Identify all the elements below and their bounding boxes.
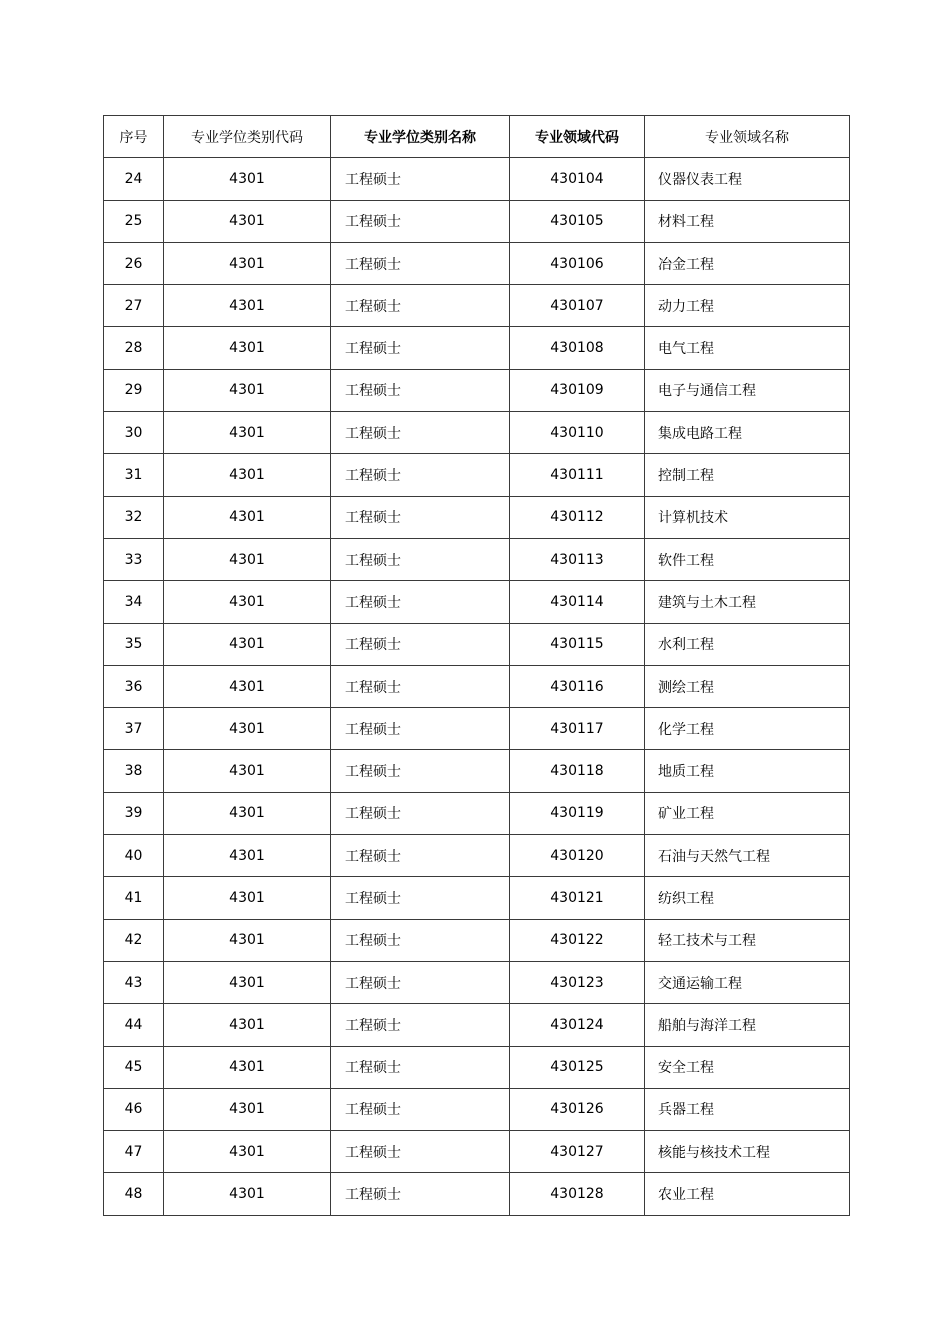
field-name-cell: 农业工程 xyxy=(645,1173,850,1215)
field-code-cell: 430106 xyxy=(510,242,645,284)
field-code-cell: 430114 xyxy=(510,581,645,623)
degree-category-name-cell: 工程硕士 xyxy=(331,454,510,496)
degree-category-name-cell: 工程硕士 xyxy=(331,1131,510,1173)
serial-number-cell: 24 xyxy=(104,158,164,200)
degree-category-code-cell: 4301 xyxy=(164,792,331,834)
field-name-cell: 矿业工程 xyxy=(645,792,850,834)
field-code-cell: 430117 xyxy=(510,708,645,750)
field-name-cell: 电气工程 xyxy=(645,327,850,369)
degree-category-name-cell: 工程硕士 xyxy=(331,1004,510,1046)
serial-number-cell: 37 xyxy=(104,708,164,750)
field-name-cell: 仪器仪表工程 xyxy=(645,158,850,200)
degree-category-name-cell: 工程硕士 xyxy=(331,496,510,538)
degree-category-code-cell: 4301 xyxy=(164,200,331,242)
degree-category-name-cell: 工程硕士 xyxy=(331,919,510,961)
degree-category-code-cell: 4301 xyxy=(164,835,331,877)
table-row xyxy=(104,961,850,1003)
serial-number-cell: 42 xyxy=(104,919,164,961)
degree-category-name-cell: 工程硕士 xyxy=(331,835,510,877)
degree-category-code-cell: 4301 xyxy=(164,496,331,538)
table-row xyxy=(104,1173,850,1215)
field-name-cell: 材料工程 xyxy=(645,200,850,242)
major-field-table xyxy=(103,115,850,1216)
degree-category-name-cell: 工程硕士 xyxy=(331,665,510,707)
header-field-name: 专业领域名称 xyxy=(645,116,850,158)
field-code-cell: 430123 xyxy=(510,961,645,1003)
field-name-cell: 计算机技术 xyxy=(645,496,850,538)
field-name-cell: 交通运输工程 xyxy=(645,961,850,1003)
field-code-cell: 430109 xyxy=(510,369,645,411)
field-code-cell: 430115 xyxy=(510,623,645,665)
degree-category-code-cell: 4301 xyxy=(164,1004,331,1046)
serial-number-cell: 38 xyxy=(104,750,164,792)
field-name-cell: 兵器工程 xyxy=(645,1088,850,1130)
field-name-cell: 冶金工程 xyxy=(645,242,850,284)
degree-category-name-cell: 工程硕士 xyxy=(331,158,510,200)
table-row xyxy=(104,877,850,919)
degree-category-name-cell: 工程硕士 xyxy=(331,877,510,919)
field-name-cell: 轻工技术与工程 xyxy=(645,919,850,961)
degree-category-code-cell: 4301 xyxy=(164,919,331,961)
field-name-cell: 地质工程 xyxy=(645,750,850,792)
field-name-cell: 动力工程 xyxy=(645,285,850,327)
field-code-cell: 430125 xyxy=(510,1046,645,1088)
field-code-cell: 430112 xyxy=(510,496,645,538)
table-row xyxy=(104,708,850,750)
table-row xyxy=(104,1131,850,1173)
table-row xyxy=(104,665,850,707)
degree-category-code-cell: 4301 xyxy=(164,412,331,454)
field-name-cell: 石油与天然气工程 xyxy=(645,835,850,877)
degree-category-name-cell: 工程硕士 xyxy=(331,623,510,665)
serial-number-cell: 47 xyxy=(104,1131,164,1173)
field-name-cell: 软件工程 xyxy=(645,538,850,580)
field-code-cell: 430105 xyxy=(510,200,645,242)
serial-number-cell: 44 xyxy=(104,1004,164,1046)
serial-number-cell: 46 xyxy=(104,1088,164,1130)
field-code-cell: 430118 xyxy=(510,750,645,792)
degree-category-code-cell: 4301 xyxy=(164,961,331,1003)
field-code-cell: 430121 xyxy=(510,877,645,919)
degree-category-name-cell: 工程硕士 xyxy=(331,369,510,411)
degree-category-name-cell: 工程硕士 xyxy=(331,285,510,327)
degree-category-code-cell: 4301 xyxy=(164,1088,331,1130)
field-name-cell: 集成电路工程 xyxy=(645,412,850,454)
field-code-cell: 430120 xyxy=(510,835,645,877)
degree-category-name-cell: 工程硕士 xyxy=(331,327,510,369)
header-degree-category-name: 专业学位类别名称 xyxy=(331,116,510,158)
degree-category-code-cell: 4301 xyxy=(164,581,331,623)
degree-category-code-cell: 4301 xyxy=(164,1173,331,1215)
table-row xyxy=(104,327,850,369)
degree-category-code-cell: 4301 xyxy=(164,665,331,707)
table-row xyxy=(104,623,850,665)
table-row xyxy=(104,1046,850,1088)
serial-number-cell: 32 xyxy=(104,496,164,538)
field-code-cell: 430113 xyxy=(510,538,645,580)
field-code-cell: 430110 xyxy=(510,412,645,454)
field-code-cell: 430116 xyxy=(510,665,645,707)
degree-category-code-cell: 4301 xyxy=(164,1131,331,1173)
serial-number-cell: 33 xyxy=(104,538,164,580)
degree-category-name-cell: 工程硕士 xyxy=(331,708,510,750)
degree-category-code-cell: 4301 xyxy=(164,623,331,665)
degree-category-code-cell: 4301 xyxy=(164,369,331,411)
field-name-cell: 化学工程 xyxy=(645,708,850,750)
serial-number-cell: 28 xyxy=(104,327,164,369)
serial-number-cell: 26 xyxy=(104,242,164,284)
table-row xyxy=(104,285,850,327)
degree-category-code-cell: 4301 xyxy=(164,1046,331,1088)
serial-number-cell: 29 xyxy=(104,369,164,411)
field-name-cell: 核能与核技术工程 xyxy=(645,1131,850,1173)
field-name-cell: 电子与通信工程 xyxy=(645,369,850,411)
degree-category-name-cell: 工程硕士 xyxy=(331,1173,510,1215)
serial-number-cell: 35 xyxy=(104,623,164,665)
degree-category-code-cell: 4301 xyxy=(164,327,331,369)
table-row xyxy=(104,1004,850,1046)
field-code-cell: 430104 xyxy=(510,158,645,200)
table-row xyxy=(104,369,850,411)
field-name-cell: 船舶与海洋工程 xyxy=(645,1004,850,1046)
serial-number-cell: 27 xyxy=(104,285,164,327)
degree-category-code-cell: 4301 xyxy=(164,158,331,200)
table-row xyxy=(104,1088,850,1130)
header-field-code: 专业领域代码 xyxy=(510,116,645,158)
table-body xyxy=(104,158,850,1215)
degree-category-name-cell: 工程硕士 xyxy=(331,200,510,242)
field-name-cell: 测绘工程 xyxy=(645,665,850,707)
field-code-cell: 430122 xyxy=(510,919,645,961)
serial-number-cell: 45 xyxy=(104,1046,164,1088)
serial-number-cell: 48 xyxy=(104,1173,164,1215)
field-code-cell: 430126 xyxy=(510,1088,645,1130)
field-code-cell: 430119 xyxy=(510,792,645,834)
field-code-cell: 430111 xyxy=(510,454,645,496)
field-name-cell: 安全工程 xyxy=(645,1046,850,1088)
table-row xyxy=(104,581,850,623)
field-code-cell: 430124 xyxy=(510,1004,645,1046)
serial-number-cell: 25 xyxy=(104,200,164,242)
serial-number-cell: 39 xyxy=(104,792,164,834)
table-header-row xyxy=(104,116,850,158)
serial-number-cell: 36 xyxy=(104,665,164,707)
table-row xyxy=(104,158,850,200)
serial-number-cell: 40 xyxy=(104,835,164,877)
table-row xyxy=(104,835,850,877)
degree-category-name-cell: 工程硕士 xyxy=(331,581,510,623)
degree-category-name-cell: 工程硕士 xyxy=(331,1088,510,1130)
field-name-cell: 控制工程 xyxy=(645,454,850,496)
degree-category-name-cell: 工程硕士 xyxy=(331,792,510,834)
degree-category-code-cell: 4301 xyxy=(164,454,331,496)
table-row xyxy=(104,200,850,242)
table-row xyxy=(104,412,850,454)
serial-number-cell: 30 xyxy=(104,412,164,454)
field-name-cell: 纺织工程 xyxy=(645,877,850,919)
serial-number-cell: 41 xyxy=(104,877,164,919)
field-code-cell: 430128 xyxy=(510,1173,645,1215)
degree-category-code-cell: 4301 xyxy=(164,538,331,580)
table-row xyxy=(104,454,850,496)
field-code-cell: 430127 xyxy=(510,1131,645,1173)
degree-category-code-cell: 4301 xyxy=(164,708,331,750)
degree-category-name-cell: 工程硕士 xyxy=(331,750,510,792)
field-code-cell: 430108 xyxy=(510,327,645,369)
degree-category-code-cell: 4301 xyxy=(164,285,331,327)
serial-number-cell: 34 xyxy=(104,581,164,623)
header-degree-category-code: 专业学位类别代码 xyxy=(164,116,331,158)
degree-category-name-cell: 工程硕士 xyxy=(331,1046,510,1088)
serial-number-cell: 43 xyxy=(104,961,164,1003)
header-serial-number: 序号 xyxy=(104,116,164,158)
table-row xyxy=(104,538,850,580)
degree-category-code-cell: 4301 xyxy=(164,750,331,792)
field-code-cell: 430107 xyxy=(510,285,645,327)
degree-category-name-cell: 工程硕士 xyxy=(331,242,510,284)
table-row xyxy=(104,919,850,961)
field-name-cell: 建筑与土木工程 xyxy=(645,581,850,623)
table-row xyxy=(104,750,850,792)
table-row xyxy=(104,242,850,284)
table-row xyxy=(104,496,850,538)
degree-category-name-cell: 工程硕士 xyxy=(331,412,510,454)
degree-category-name-cell: 工程硕士 xyxy=(331,538,510,580)
degree-category-name-cell: 工程硕士 xyxy=(331,961,510,1003)
table-row xyxy=(104,792,850,834)
degree-category-code-cell: 4301 xyxy=(164,877,331,919)
degree-category-code-cell: 4301 xyxy=(164,242,331,284)
serial-number-cell: 31 xyxy=(104,454,164,496)
field-name-cell: 水利工程 xyxy=(645,623,850,665)
